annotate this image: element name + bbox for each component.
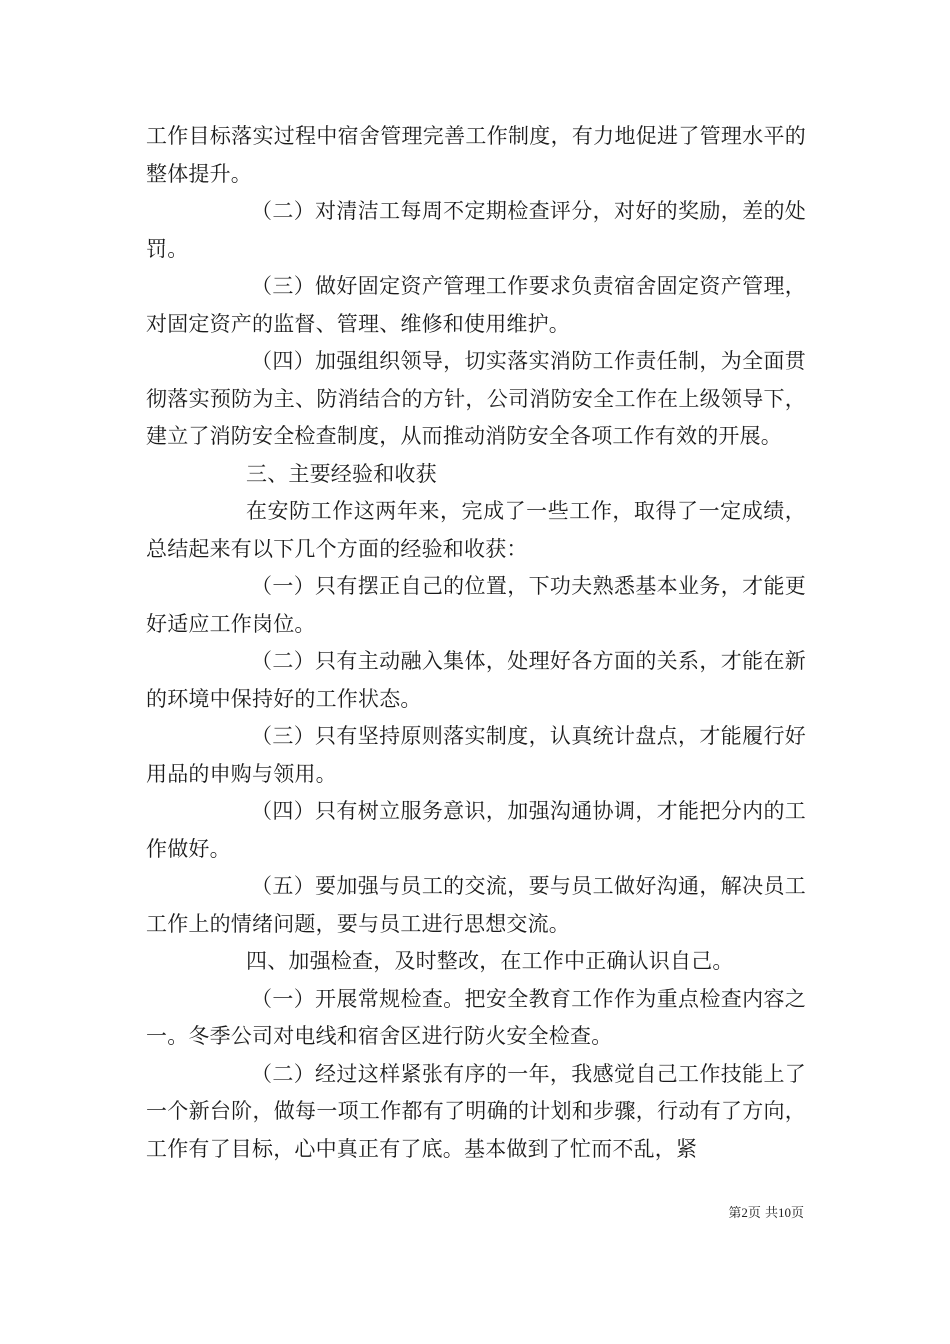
paragraph-7: （二）只有主动融入集体，处理好各方面的关系，才能在新的环境中保持好的工作状态。 xyxy=(146,649,806,711)
body-text xyxy=(146,118,806,1168)
footer-suffix: 页 xyxy=(790,1206,804,1221)
paragraph-11: （一）开展常规检查。把安全教育工作作为重点检查内容之一。冬季公司对电线和宿舍区进行防火安全检查。 xyxy=(146,986,806,1048)
paragraph-10: （五）要加强与员工的交流，要与员工做好沟通，解决员工工作上的情绪问题，要与员工进行思想交流。 xyxy=(146,874,806,936)
paragraph-2: （二）对清洁工每周不定期检查评分，对好的奖励，差的处罚。 xyxy=(146,199,806,261)
footer-prefix: 第 xyxy=(728,1206,742,1221)
paragraph-4: （四）加强组织领导，切实落实消防工作责任制，为全面贯彻落实预防为主、防消结合的方针，公司消防安全工作在上级领导下，建立了消防安全检查制度，从而推动消防安全各项工作有效的开展。 xyxy=(146,349,806,448)
section-heading-4: 四、加强检查，及时整改，在工作中正确认识自己。 xyxy=(246,949,734,973)
paragraph-6: （一）只有摆正自己的位置，下功夫熟悉基本业务，才能更好适应工作岗位。 xyxy=(146,574,806,636)
paragraph-5: 在安防工作这两年来，完成了一些工作，取得了一定成绩，总结起来有以下几个方面的经验和收获： xyxy=(146,499,806,561)
paragraph-3: （三）做好固定资产管理工作要求负责宿舍固定资产管理，对固定资产的监督、管理、维修和使用维护。 xyxy=(146,274,806,336)
page-footer xyxy=(728,1202,804,1221)
paragraph-1: 工作目标落实过程中宿舍管理完善工作制度，有力地促进了管理水平的整体提升。 xyxy=(146,124,806,186)
paragraph-8: （三）只有坚持原则落实制度，认真统计盘点，才能履行好用品的申购与领用。 xyxy=(146,724,806,786)
total-pages-number: 10 xyxy=(777,1205,791,1220)
paragraph-9: （四）只有树立服务意识，加强沟通协调，才能把分内的工作做好。 xyxy=(146,799,806,861)
current-page-number: 2 xyxy=(741,1205,748,1220)
section-heading-3: 三、主要经验和收获 xyxy=(246,461,437,486)
footer-middle: 页 共 xyxy=(747,1206,778,1221)
paragraph-12: （二）经过这样紧张有序的一年，我感觉自己工作技能上了一个新台阶，做每一项工作都有了明确的计划和步骤，行动有了方向，工作有了目标，心中真正有了底。基本做到了忙而不乱，紧 xyxy=(146,1061,806,1161)
